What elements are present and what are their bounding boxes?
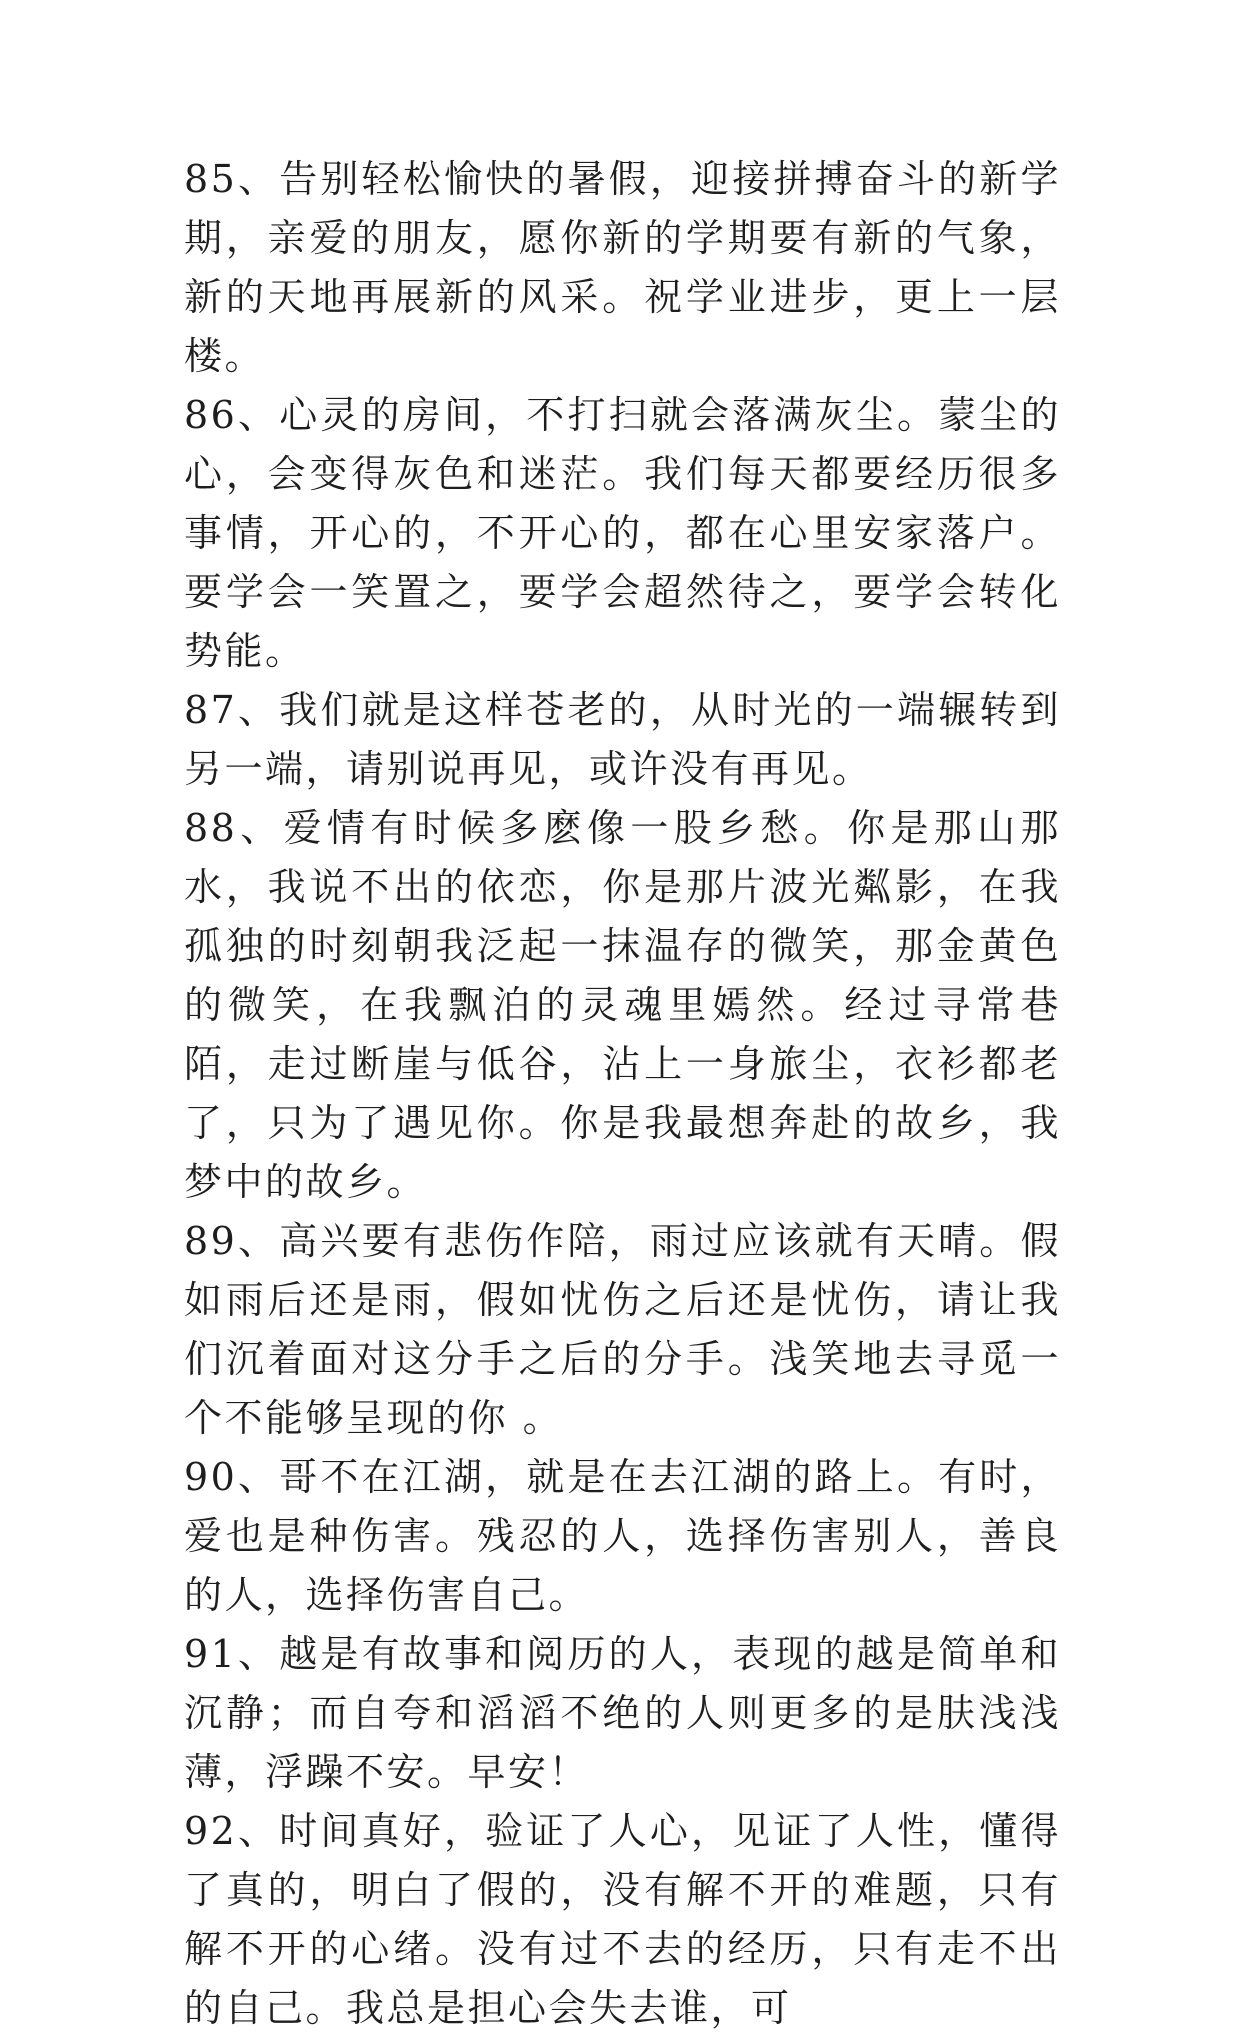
quote-text: 告别轻松愉快的暑假，迎接拼搏奋斗的新学期，亲爱的朋友，愿你新的学期要有新的气象，新的天地再展新的风采。祝学业进步，更上一层楼。: [184, 157, 1061, 378]
quote-number: 87、: [184, 688, 280, 732]
quote-item-85: [184, 150, 1061, 386]
quote-number: 91、: [184, 1632, 280, 1676]
quote-item-92: [184, 1802, 1061, 2038]
quote-number: 85、: [184, 157, 280, 201]
quote-text: 越是有故事和阅历的人，表现的越是简单和沉静；而自夸和滔滔不绝的人则更多的是肤浅浅薄，浮躁不安。早安！: [184, 1632, 1061, 1794]
quote-text: 爱情有时候多麽像一股乡愁。你是那山那水，我说不出的依恋，你是那片波光粼影，在我孤独的时刻朝我泛起一抹温存的微笑，那金黄色的微笑，在我飘泊的灵魂里嫣然。经过寻常巷陌，走过断崖与低谷，沾上一身旅尘，衣衫都老了，只为了遇见你。你是我最想奔赴的故乡，我梦中的故乡。: [184, 806, 1061, 1204]
quote-text: 哥不在江湖，就是在去江湖的路上。有时，爱也是种伤害。残忍的人，选择伤害别人，善良的人，选择伤害自己。: [184, 1455, 1061, 1617]
quote-item-87: [184, 681, 1061, 799]
quote-number: 88、: [184, 806, 284, 850]
quote-text: 我们就是这样苍老的，从时光的一端辗转到另一端，请别说再见，或许没有再见。: [184, 688, 1061, 791]
quote-number: 90、: [184, 1455, 280, 1499]
quote-number: 86、: [184, 393, 280, 437]
quote-text: 高兴要有悲伤作陪，雨过应该就有天晴。假如雨后还是雨，假如忧伤之后还是忧伤，请让我们沉着面对这分手之后的分手。浅笑地去寻觅一个不能够呈现的你 。: [184, 1219, 1061, 1440]
quote-item-90: [184, 1448, 1061, 1625]
quote-text: 心灵的房间，不打扫就会落满灰尘。蒙尘的心，会变得灰色和迷茫。我们每天都要经历很多事情，开心的，不开心的，都在心里安家落户。要学会一笑置之，要学会超然待之，要学会转化势能。: [184, 393, 1061, 673]
quote-text: 时间真好，验证了人心，见证了人性，懂得了真的，明白了假的，没有解不开的难题，只有解不开的心绪。没有过不去的经历，只有走不出的自己。我总是担心会失去谁，可: [184, 1809, 1061, 2030]
quote-item-91: [184, 1625, 1061, 1802]
quote-item-86: [184, 386, 1061, 681]
quote-item-89: [184, 1212, 1061, 1448]
quote-item-88: [184, 799, 1061, 1212]
quote-number: 89、: [184, 1219, 280, 1263]
quote-number: 92、: [184, 1809, 280, 1853]
